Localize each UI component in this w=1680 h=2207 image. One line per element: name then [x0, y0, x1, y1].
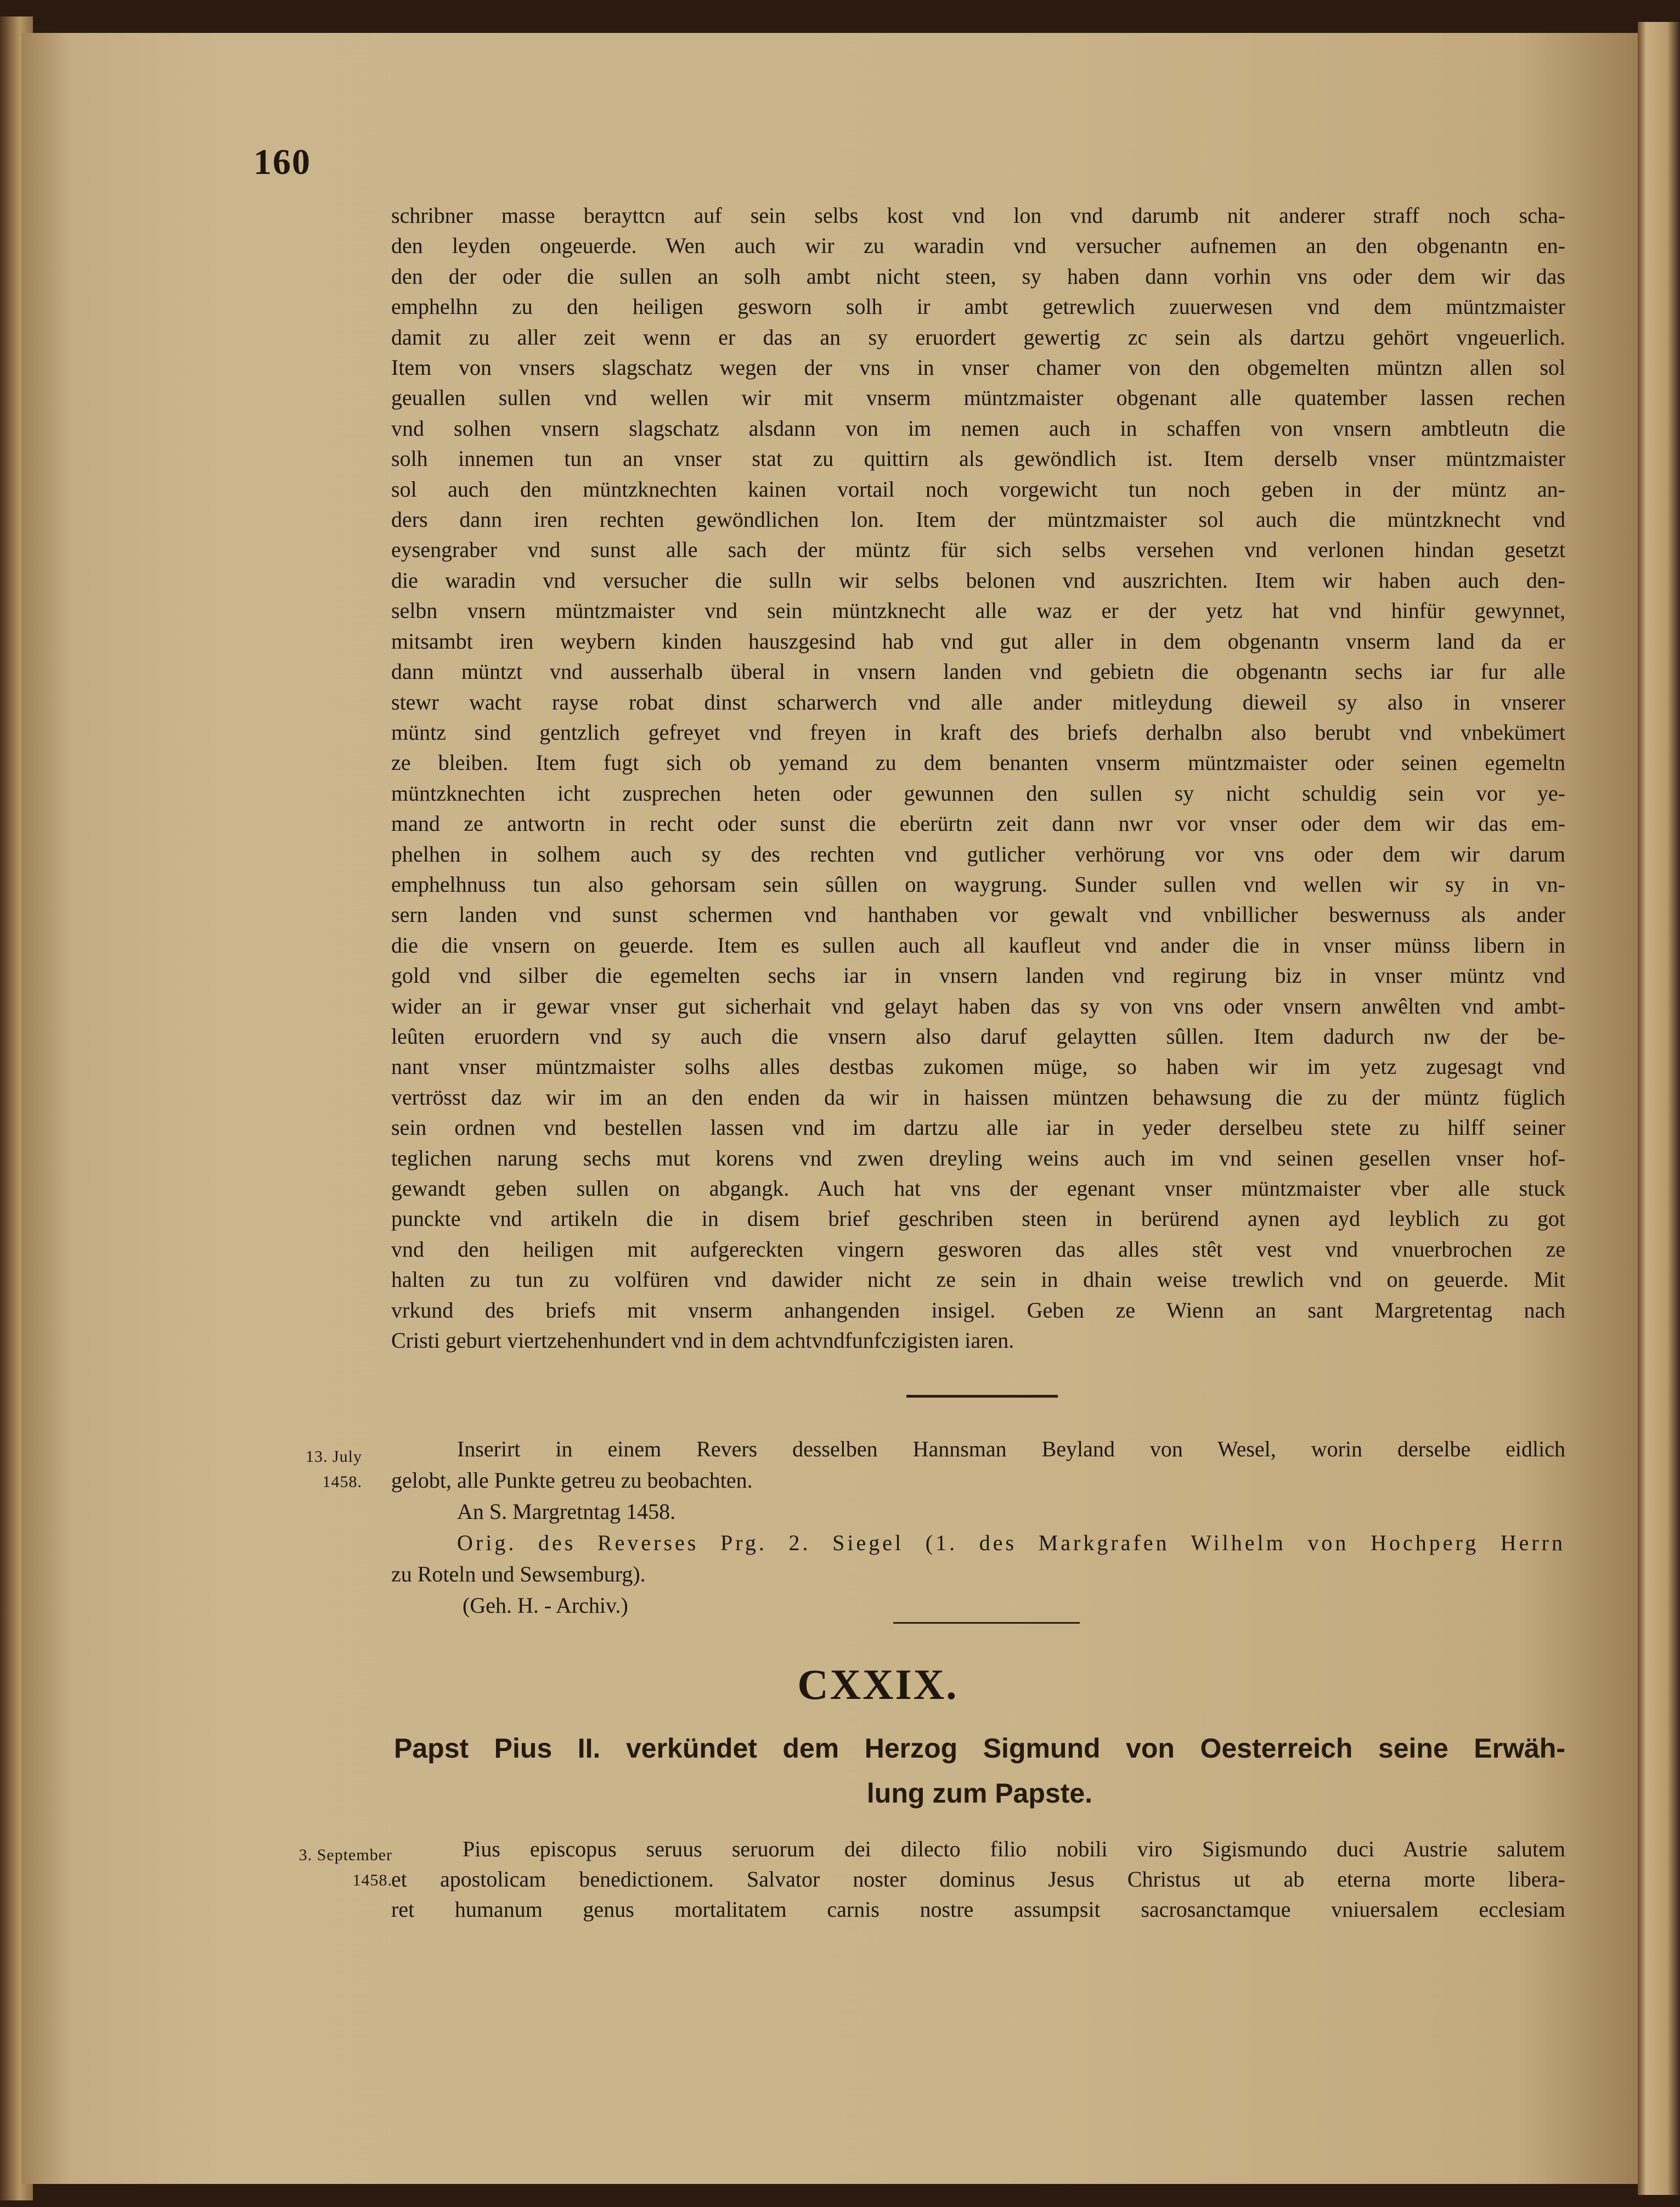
margin-date-line: 3. September: [298, 1846, 392, 1864]
margin-date-july: [236, 1444, 362, 1495]
regest-date-line: An S. Margretntag 1458.: [457, 1499, 676, 1524]
document-body: [391, 200, 1565, 1355]
margin-date-line: 1458.: [322, 1473, 362, 1491]
body-line: nant vnser müntzmaister solhs alles destbas zukomen müge, so haben wir im yetz zugesagt vnd: [391, 1054, 1565, 1079]
body-line: müntz sind gentzlich gefreyet vnd freyen in kraft des briefs derhalbn also berubt vnd vnbekümert: [391, 719, 1565, 745]
body-line: vertrösst daz wir im an den enden da wir in haissen müntzen behawsung die zu der müntz füglich: [391, 1084, 1565, 1110]
body-line: vnd den heiligen mit aufgereckten vingern gesworen das alles stêt vest vnd vnuerbrochen ze: [391, 1236, 1565, 1262]
letter-line: et apostolicam benedictionem. Salvator noster dominus Jesus Christus ut ab eterna morte libera-: [391, 1867, 1565, 1891]
body-line: eysengraber vnd sunst alle sach der müntz für sich selbs versehen vnd verlonen hindan gesetzt: [391, 537, 1565, 562]
regest-line: Inserirt in einem Revers desselben Hannsman Beyland von Wesel, worin derselbe eidlich: [457, 1437, 1565, 1461]
body-line: Cristi geburt viertzehenhundert vnd in dem achtvndfunfczigisten iaren.: [391, 1328, 1014, 1353]
body-line: phelhen in solhem auch sy des rechten vnd gutlicher verhörung vor vns oder dem wir darum: [391, 841, 1565, 866]
regest-line: gelobt, alle Punkte getreu zu beobachten.: [391, 1468, 753, 1493]
body-line: emphelhn zu den heiligen gesworn solh ir ambt getrewlich zuuerwesen vnd dem müntzmaister: [391, 294, 1565, 319]
body-line: schribner masse berayttcn auf sein selbs kost vnd lon vnd darumb nit anderer straff noch scha-: [391, 203, 1565, 228]
section-divider: [906, 1395, 1058, 1398]
body-line: stewr wacht rayse robat dinst scharwerch vnd alle ander mitleydung dieweil sy also in vnserer: [391, 689, 1565, 714]
heading-line: Papst Pius II. verkündet dem Herzog Sigmund von Oesterreich seine Erwäh-: [394, 1733, 1565, 1764]
chapter-number: CXXIX.: [797, 1660, 959, 1708]
body-line: die die vnsern on geuerde. Item es sullen auch all kaufleut vnd ander die in vnser münss libern in: [391, 932, 1565, 958]
body-line: wider an ir gewar vnser gut sicherhait vnd gelayt haben das sy von vns oder vnsern anwêlten vnd ambt-: [391, 993, 1565, 1018]
body-line: halten zu tun zu volfüren vnd dawider nicht ze sein in dhain weise trewlich vnd on geuerde. Mit: [391, 1267, 1565, 1292]
body-line: ze bleiben. Item fugt sich ob yemand zu dem benanten vnserm müntzmaister oder seinen egemeltn: [391, 750, 1565, 775]
body-line: sern landen vnd sunst schermen vnd hanthaben vor gewalt vnd vnbillicher beswernuss als ander: [391, 902, 1565, 927]
body-line: solh innemen tun an vnser stat zu quittirn als gewöndlich ist. Item derselb vnser müntzmaister: [391, 446, 1565, 471]
regest-archive-line: (Geh. H. - Archiv.): [463, 1593, 628, 1618]
page-number: 160: [253, 142, 311, 182]
body-line: dann müntzt vnd ausserhalb überal in vnsern landen vnd gebietn die obgenantn sechs iar fur alle: [391, 659, 1565, 684]
body-line: vnd solhen vnsern slagschatz alsdann von im nemen auch in schaffen von vnsern ambtleutn die: [391, 415, 1565, 441]
body-line: den leyden ongeuerde. Wen auch wir zu waradin vnd versucher aufnemen an den obgenantn en-: [391, 233, 1565, 258]
regest-source-line: Orig. des Reverses Prg. 2. Siegel (1. des Markgrafen Wilhelm von Hochperg Herrn: [457, 1530, 1565, 1555]
body-line: sol auch den müntzknechten kainen vortail noch vorgewicht tun noch geben in der müntz an-: [391, 476, 1565, 502]
body-line: geuallen sullen vnd wellen wir mit vnserm müntzmaister obgenant alle quatember lassen rechen: [391, 385, 1565, 410]
heading-line: lung zum Papste.: [866, 1778, 1093, 1809]
body-line: gold vnd silber die egemelten sechs iar in vnsern landen vnd regirung biz in vnser müntz vnd: [391, 963, 1565, 988]
chapter-heading: [394, 1726, 1565, 1816]
body-line: punckte vnd artikeln die in disem brief geschriben steen in berürend aynen ayd leyblich zu got: [391, 1206, 1565, 1231]
body-line: müntzknechten icht zusprechen heten oder gewunnen den sullen sy nicht schuldig sein vor ye-: [391, 780, 1565, 806]
body-line: selbn vnsern müntzmaister vnd sein müntzknecht alle waz er der yetz hat vnd hinfür gewynnet,: [391, 598, 1565, 623]
body-line: den der oder die sullen an solh ambt nicht steen, sy haben dann vorhin vns oder dem wir das: [391, 263, 1565, 289]
regest-note: [391, 1433, 1565, 1621]
section-divider: [893, 1622, 1080, 1624]
margin-date-line: 13. July: [305, 1448, 362, 1466]
margin-date-september: [219, 1843, 392, 1893]
letter-opening: [391, 1834, 1565, 1924]
body-line: leûten eruordern vnd sy auch die vnsern also daruf gelaytten sûllen. Item dadurch nw der be-: [391, 1023, 1565, 1049]
body-line: Item von vnsers slagschatz wegen der vns in vnser chamer von den obgemelten müntzn allen sol: [391, 355, 1565, 380]
body-line: teglichen narung sechs mut korens vnd zwen dreyling weins auch im vnd seinen gesellen vnser hof-: [391, 1145, 1565, 1170]
body-line: gewandt geben sullen on abgangk. Auch hat vns der egenant vnser müntzmaister vber alle stuck: [391, 1176, 1565, 1201]
regest-line: zu Roteln und Sewsemburg).: [391, 1562, 646, 1586]
letter-line: Pius episcopus seruus seruorum dei dilecto filio nobili viro Sigismundo duci Austrie salutem: [463, 1837, 1565, 1861]
book-page-edge-right: [1638, 22, 1680, 2195]
body-line: die waradin vnd versucher die sulln wir selbs belonen vnd auszrichten. Item wir haben auch den-: [391, 567, 1565, 593]
body-line: emphelhnuss tun also gehorsam sein sûllen on waygrung. Sunder sullen vnd wellen wir sy in vn-: [391, 871, 1565, 897]
margin-date-line: 1458.: [352, 1871, 392, 1889]
body-line: vrkund des briefs mit vnserm anhangenden insigel. Geben ze Wienn an sant Margretentag nach: [391, 1297, 1565, 1322]
body-line: mand ze antwortn in recht oder sunst die eberürtn zeit dann nwr vor vnser oder dem wir das em-: [391, 811, 1565, 836]
body-line: ders dann iren rechten gewöndlichen lon. Item der müntzmaister sol auch die müntzknecht vnd: [391, 507, 1565, 532]
body-line: mitsambt iren weybern kinden hauszgesind hab vnd gut aller in dem obgenantn vnserm land da er: [391, 628, 1565, 654]
letter-line: ret humanum genus mortalitatem carnis nostre assumpsit sacrosanctamque vniuersalem ecclesiam: [391, 1897, 1565, 1922]
body-line: sein ordnen vnd bestellen lassen vnd im dartzu alle iar in yeder derselbeu stete zu hilff seiner: [391, 1115, 1565, 1140]
body-line: damit zu aller zeit wenn er das an sy eruordert gewertig zc sein als dartzu gehört vngeuerlich.: [391, 324, 1565, 350]
